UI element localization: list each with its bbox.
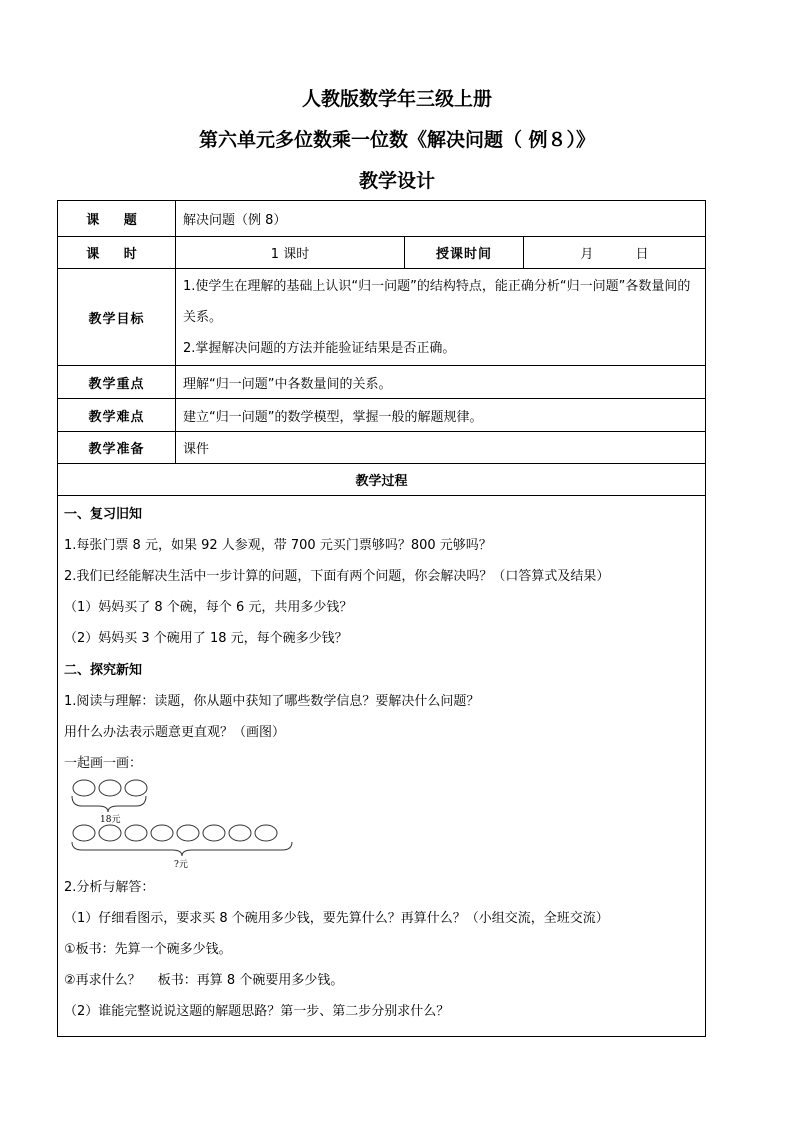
time-label: 授课时间 <box>405 237 524 269</box>
bowl-top-1 <box>73 780 95 796</box>
key-value: 理解“归一问题”中各数量间的关系。 <box>176 366 706 399</box>
bowl-bottom-4 <box>151 825 173 841</box>
bowl-bottom-7 <box>229 825 251 841</box>
row-process <box>58 496 706 1037</box>
bottom-brace <box>72 842 292 856</box>
prep-label: 教学准备 <box>58 432 176 464</box>
period-value: 1 课时 <box>176 237 405 269</box>
bowl-bottom-8 <box>255 825 277 841</box>
doc-title-line1: 人教版数学年三级上册 <box>301 88 492 110</box>
analysis-step-1: （1）仔细看图示，要求买 8 个碗用多少钱，要先算什么？再算什么？（小组交流，全班交流） <box>64 911 609 926</box>
bowl-top-2 <box>99 780 121 796</box>
doc-title-line3: 教学设计 <box>358 170 435 192</box>
row-period <box>58 237 706 269</box>
review-question-2b: （2）妈妈买 3 个碗用了 18 元，每个碗多少钱？ <box>64 631 348 646</box>
time-value <box>524 237 706 269</box>
bowl-bottom-5 <box>177 825 199 841</box>
review-question-2a: （1）妈妈买了 8 个碗，每个 6 元，共用多少钱？ <box>64 600 353 615</box>
lesson-plan-table <box>57 200 706 1037</box>
row-difficulty <box>58 399 706 432</box>
explore-step-1: 1.阅读与理解：读题，你从题中获知了哪些数学信息？要解决什么问题？ <box>64 694 480 709</box>
analysis-step-2: （2）谁能完整说说这题的解题思路？第一步、第二步分别求什么？ <box>64 1004 450 1019</box>
analysis-step-1b: ②再求什么？ 板书：再算 8 个碗要用多少钱。 <box>64 973 344 988</box>
bowl-bottom-6 <box>203 825 225 841</box>
doc-title-line2: 第六单元多位数乘一位数《解决问题（ 例８）》 <box>198 129 596 151</box>
review-heading: 一、复习旧知 <box>64 507 143 522</box>
analysis-step-1a: ①板书：先算一个碗多少钱。 <box>64 942 232 957</box>
bowl-top-3 <box>125 780 147 796</box>
review-question-2: 2.我们已经能解决生活中一步计算的问题，下面有两个问题，你会解决吗？（口答算式及结果） <box>64 569 610 584</box>
draw-prompt: 一起画一画： <box>64 756 143 771</box>
goals-value <box>176 269 706 366</box>
row-goals <box>58 269 706 366</box>
difficulty-value: 建立“归一问题”的数学模型，掌握一般的解题规律。 <box>176 399 706 432</box>
bowl-bottom-1 <box>73 825 95 841</box>
analysis-heading: 2.分析与解答： <box>64 880 155 895</box>
review-question-1: 1.每张门票 8 元，如果 92 人参观，带 700 元买门票够吗？800 元够吗？ <box>64 538 492 553</box>
row-prep <box>58 432 706 464</box>
topic-label: 课 题 <box>58 201 176 237</box>
process-label: 教学过程 <box>58 464 706 496</box>
time-day: 日 <box>635 247 649 262</box>
top-total-label: 18元 <box>100 815 121 825</box>
bowl-row-bottom <box>73 825 277 841</box>
goal-1: 1.使学生在理解的基础上认识“归一问题”的结构特点，能正确分析“归一问题”各数量间的关系。 <box>183 278 691 325</box>
bowl-bottom-3 <box>125 825 147 841</box>
explore-step-1b: 用什么办法表示题意更直观？（画图） <box>64 725 286 740</box>
topic-value: 解决问题（例 8） <box>176 201 706 237</box>
prep-value: 课件 <box>176 432 706 464</box>
bowl-bottom-2 <box>99 825 121 841</box>
explore-heading: 二、探究新知 <box>64 663 143 678</box>
key-label: 教学重点 <box>58 366 176 399</box>
top-brace <box>72 796 146 812</box>
row-topic <box>58 201 706 237</box>
row-key <box>58 366 706 399</box>
bottom-total-label: ?元 <box>174 860 188 870</box>
period-label: 课 时 <box>58 237 176 269</box>
difficulty-label: 教学难点 <box>58 399 176 432</box>
bowl-diagram <box>68 778 328 868</box>
process-content <box>58 496 706 1037</box>
goal-2: 2.掌握解决问题的方法并能验证结果是否正确。 <box>183 340 456 356</box>
time-month: 月 <box>580 247 594 262</box>
bowl-row-top <box>73 780 147 796</box>
goals-label: 教学目标 <box>58 269 176 366</box>
row-process-header <box>58 464 706 496</box>
